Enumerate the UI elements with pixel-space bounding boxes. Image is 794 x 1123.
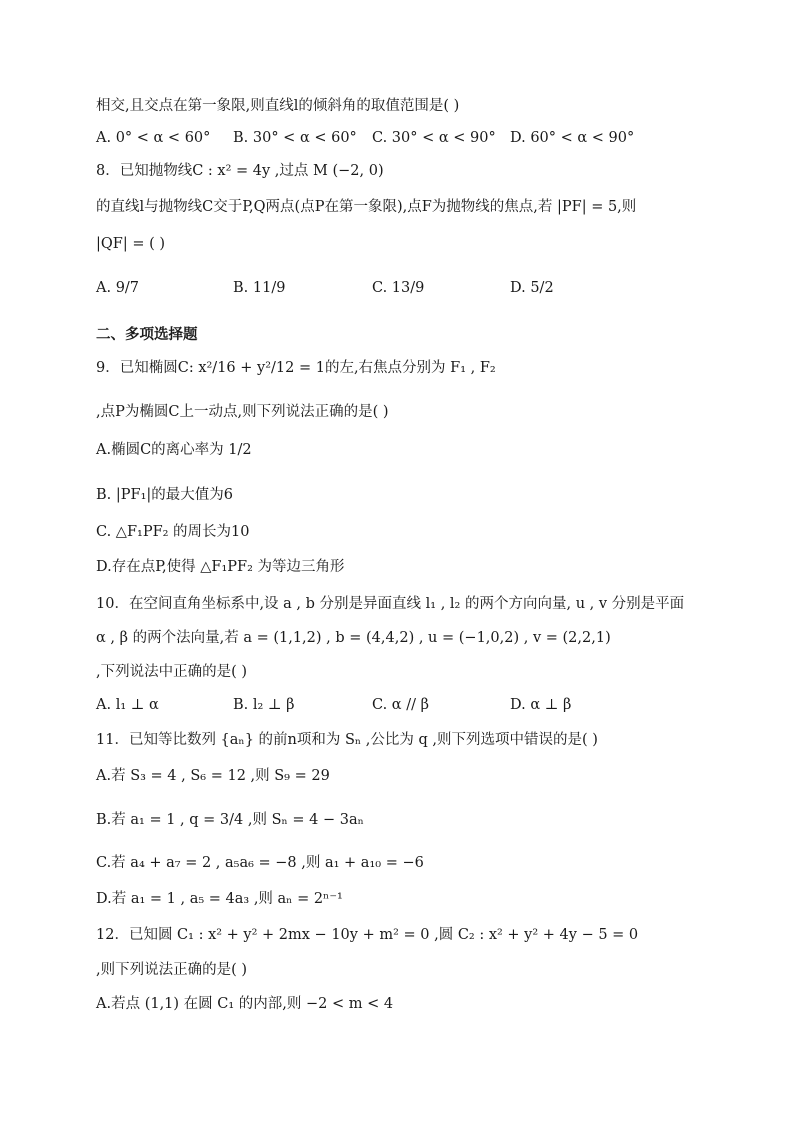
q12-stem-line1: 12．已知圆 C₁ : x² + y² + 2mx − 10y + m² = 0 ,圆 C₂ : x² + y² + 4y − 5 = 0	[96, 927, 639, 943]
q7-option-d: D. 60° < α < 90°	[510, 130, 635, 146]
section-heading-multiple-choice: 二、多项选择题	[96, 327, 198, 343]
q10-option-c: C. α // β	[372, 697, 429, 713]
q11-stem-line1: 11．已知等比数列 {aₙ} 的前n项和为 Sₙ ,公比为 q ,则下列选项中错误的是( )	[96, 732, 598, 748]
q8-option-b: B. 11/9	[233, 280, 286, 296]
q9-stem-line1: 9．已知椭圆C: x²/16 + y²/12 = 1的左,右焦点分别为 F₁ , F₂	[96, 360, 496, 376]
q10-stem-line1: 10．在空间直角坐标系中,设 a , b 分别是异面直线 l₁ , l₂ 的两个方向向量, u , v 分别是平面	[96, 596, 685, 612]
q10-option-a: A. l₁ ⊥ α	[96, 697, 159, 713]
q10-stem-line2: α , β 的两个法向量,若 a = (1,1,2) , b = (4,4,2) , u = (−1,0,2) , v = (2,2,1)	[96, 630, 611, 646]
q9-option-a: A.椭圆C的离心率为 1/2	[96, 442, 252, 458]
q10-stem-line3: ,下列说法中正确的是( )	[96, 664, 248, 680]
q12-option-a: A.若点 (1,1) 在圆 C₁ 的内部,则 −2 < m < 4	[96, 996, 394, 1012]
q9-option-c: C. △F₁PF₂ 的周长为10	[96, 524, 250, 540]
q11-option-b: B.若 a₁ = 1 , q = 3/4 ,则 Sₙ = 4 − 3aₙ	[96, 812, 364, 828]
q7-option-b: B. 30° < α < 60°	[233, 130, 357, 146]
q7-tail: 相交,且交点在第一象限,则直线l的倾斜角的取值范围是( )	[96, 98, 460, 114]
q9-option-d: D.存在点P,使得 △F₁PF₂ 为等边三角形	[96, 559, 345, 575]
q9-stem-line2: ,点P为椭圆C上一动点,则下列说法正确的是( )	[96, 404, 389, 420]
q8-stem-line1: 8．已知抛物线C : x² = 4y ,过点 M (−2, 0)	[96, 163, 384, 179]
q8-option-a: A. 9/7	[96, 280, 140, 296]
q10-option-d: D. α ⊥ β	[510, 697, 572, 713]
q11-option-c: C.若 a₄ + a₇ = 2 , a₅a₆ = −8 ,则 a₁ + a₁₀ = −6	[96, 855, 424, 871]
q11-option-a: A.若 S₃ = 4 , S₆ = 12 ,则 S₉ = 29	[96, 768, 330, 784]
q8-option-d: D. 5/2	[510, 280, 554, 296]
q8-stem-line3: |QF| = ( )	[96, 236, 166, 252]
q8-stem-line2: 的直线l与抛物线C交于P,Q两点(点P在第一象限),点F为抛物线的焦点,若 |PF| = 5,则	[96, 199, 637, 215]
q10-option-b: B. l₂ ⊥ β	[233, 697, 295, 713]
q7-option-c: C. 30° < α < 90°	[372, 130, 496, 146]
q8-option-c: C. 13/9	[372, 280, 425, 296]
q7-option-a: A. 0° < α < 60°	[96, 130, 211, 146]
q12-stem-line2: ,则下列说法正确的是( )	[96, 962, 248, 978]
q9-option-b: B. |PF₁|的最大值为6	[96, 487, 233, 503]
q11-option-d: D.若 a₁ = 1 , a₅ = 4a₃ ,则 aₙ = 2ⁿ⁻¹	[96, 891, 343, 907]
